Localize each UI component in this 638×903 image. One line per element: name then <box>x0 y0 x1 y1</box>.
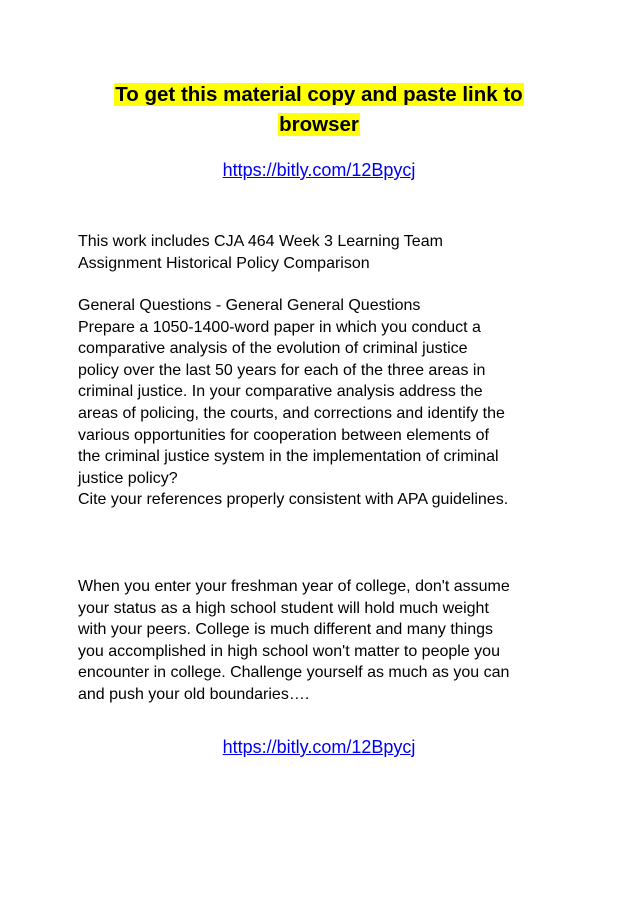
questions-line: criminal justice. In your comparative analysis address the <box>78 383 483 401</box>
questions-line: Prepare a 1050-1400-word paper in which you conduct a <box>78 318 481 336</box>
questions-line: Cite your references properly consistent with APA guidelines. <box>78 491 509 509</box>
freshman-line: When you enter your freshman year of college, don't assume <box>78 578 510 595</box>
freshman-line: and push your old boundaries…. <box>78 685 310 703</box>
questions-line: comparative analysis of the evolution of criminal justice <box>78 340 468 358</box>
header-block <box>60 80 578 140</box>
bottom-link[interactable]: https://bitly.com/12Bpycj <box>222 737 416 757</box>
headline-highlight-1: To get this material copy and paste link to <box>115 83 523 106</box>
headline-line-2 <box>60 110 578 140</box>
freshman-line: with your peers. College is much different and many things <box>78 621 494 639</box>
bottom-link-container <box>0 737 638 758</box>
headline-line-1 <box>60 80 578 110</box>
freshman-paragraph <box>78 576 578 706</box>
top-link-container <box>0 160 638 181</box>
questions-paragraph <box>78 295 578 511</box>
intro-line: This work includes CJA 464 Week 3 Learning Team <box>78 233 443 250</box>
questions-line: the criminal justice system in the implementation of criminal <box>78 448 499 466</box>
questions-line: justice policy? <box>78 469 178 487</box>
headline-highlight-2: browser <box>279 113 359 136</box>
freshman-line: you accomplished in high school won't matter to people you <box>78 642 500 660</box>
questions-line: areas of policing, the courts, and corrections and identify the <box>78 404 505 422</box>
top-link[interactable]: https://bitly.com/12Bpycj <box>222 160 416 180</box>
freshman-line: encounter in college. Challenge yourself as much as you can <box>78 664 510 682</box>
freshman-line: your status as a high school student will hold much weight <box>78 599 489 617</box>
questions-line: policy over the last 50 years for each of the three areas in <box>78 361 486 379</box>
intro-line: Assignment Historical Policy Comparison <box>78 254 370 272</box>
intro-paragraph <box>78 231 578 274</box>
questions-line: various opportunities for cooperation between elements of <box>78 426 489 444</box>
questions-line: General Questions - General General Questions <box>78 297 421 314</box>
